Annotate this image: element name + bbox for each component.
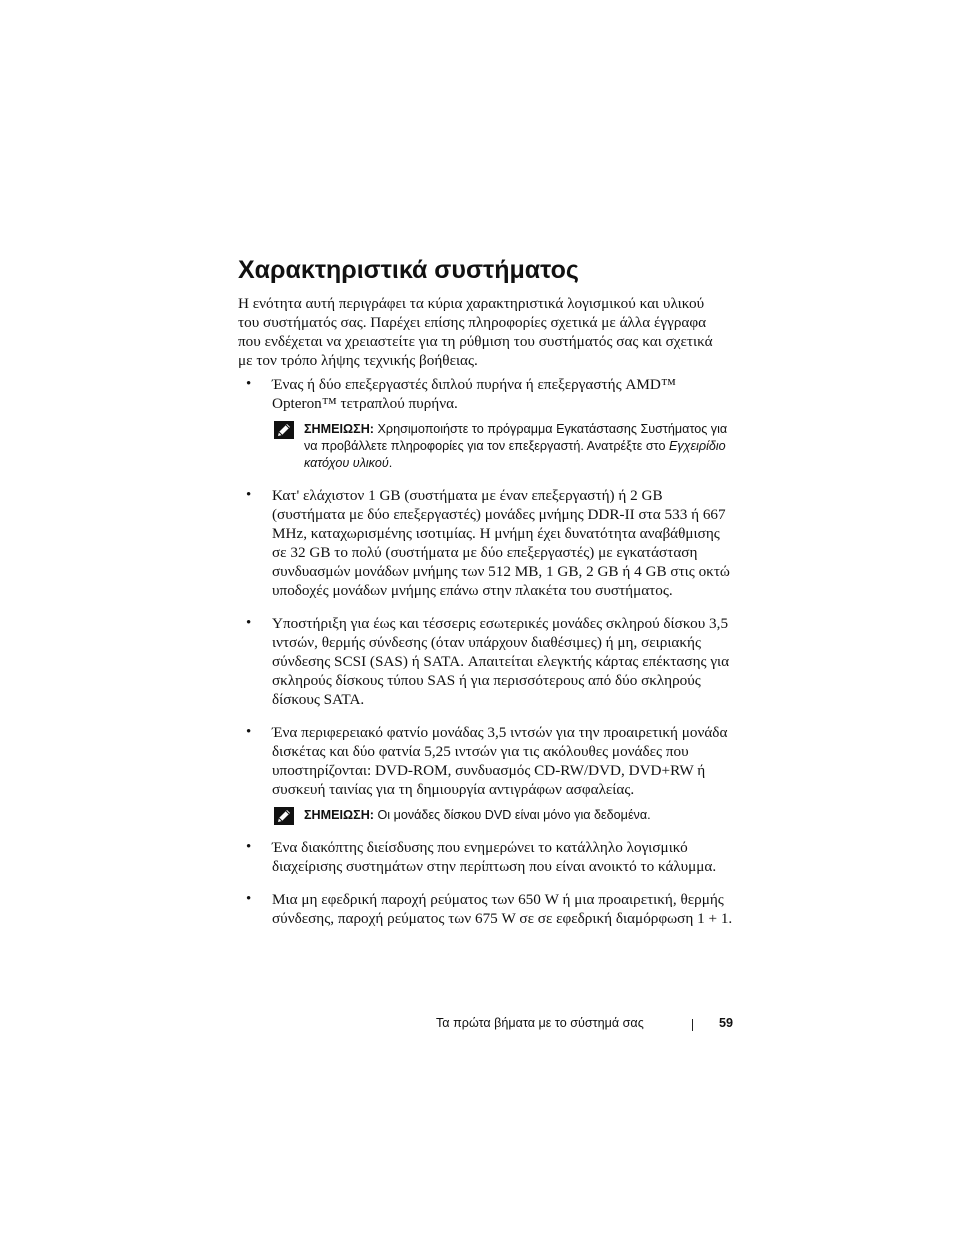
bullet-icon: • bbox=[246, 891, 252, 907]
list-item-power-supply bbox=[238, 890, 738, 928]
note-end: . bbox=[388, 456, 393, 470]
page-number: 59 bbox=[719, 1016, 734, 1030]
list-item-text: Ένας ή δύο επεξεργαστές διπλού πυρήνα ή επεξεργαστής AMD™ Opteron™ τετραπλού πυρήνα. bbox=[272, 376, 676, 412]
note-reference-title: Εγχειρίδιο κατόχου υλικού bbox=[304, 439, 726, 470]
note-pencil-icon bbox=[274, 807, 294, 825]
section-heading: Χαρακτηριστικά συστήματος bbox=[238, 256, 579, 284]
list-item-text: Μια μη εφεδρική παροχή ρεύματος των 650 W ή μια προαιρετική, θερμής σύνδεσης, παροχή ρεύματος των 675 W σε σε εφεδρική διαμόρφωση 1 + 1. bbox=[272, 891, 733, 927]
list-item-processors bbox=[238, 375, 738, 472]
list-item-hard-drives bbox=[238, 614, 738, 709]
note-label: ΣΗΜΕΙΩΣΗ: bbox=[304, 422, 374, 436]
bullet-icon: • bbox=[246, 724, 252, 740]
list-item-text: Ένα περιφερειακό φατνίο μονάδας 3,5 ιντσών για την προαιρετική μονάδα δισκέτας και δύο φατνία 5,25 ιντσών για τις ακόλουθες μονάδες που υποστηρίζονται: DVD-ROM, συνδυασμός CD-RW/DVD, DVD+RW ή συσκευή ταινίας για τη δημιουργία αντιγράφων ασφαλείας. bbox=[272, 724, 728, 798]
note-text: Οι μονάδες δίσκου DVD είναι μόνο για δεδομένα. bbox=[374, 808, 651, 822]
note-dvd bbox=[272, 807, 738, 824]
bullet-icon: • bbox=[246, 839, 252, 855]
footer-section-title: Τα πρώτα βήματα με το σύστημά σας bbox=[436, 1016, 644, 1030]
bullet-icon: • bbox=[246, 615, 252, 631]
list-item-text: Κατ' ελάχιστον 1 GB (συστήματα με έναν επεξεργαστή) ή 2 GB (συστήματα με δύο επεξεργαστές) μονάδες μνήμης DDR-II στα 533 ή 667 MHz, καταχωρισμένης ισοτιμίας. Η μνήμη έχει δυνατότητα αναβάθμισης σε 32 GB το πολύ (συστήματα με δύο επεξεργαστές) με εγκατάσταση συνδυασμών μονάδων μνήμης των 512 MB, 1 GB, 2 GB ή 4 GB στις οκτώ υποδοχές μονάδων μνήμης επάνω στην πλακέτα του συστήματος. bbox=[272, 487, 730, 599]
note-label: ΣΗΜΕΙΩΣΗ: bbox=[304, 808, 374, 822]
footer-divider bbox=[692, 1019, 693, 1031]
list-item-text: Υποστήριξη για έως και τέσσερις εσωτερικές μονάδες σκληρού δίσκου 3,5 ιντσών, θερμής σύνδεσης (όταν υπάρχουν διαθέσιμες) ή μη, σειριακής σύνδεσης SCSI (SAS) ή SATA. Απαιτείται ελεγκτής κάρτας επέκτασης για σκληρούς δίσκους τύπου SAS ή για περισσότερους από δύο σκληρούς δίσκους SATA. bbox=[272, 615, 730, 708]
intro-paragraph: Η ενότητα αυτή περιγράφει τα κύρια χαρακτηριστικά λογισμικού και υλικού του συστήματός σας. Παρέχει επίσης πληροφορίες σχετικά με άλλα έγγραφα που ενδέχεται να χρειαστείτε για τη ρύθμιση του συστήματός σας και σχετικά με τον τρόπο λήψης τεχνικής βοήθειας. bbox=[238, 295, 713, 369]
list-item-memory bbox=[238, 486, 738, 600]
feature-list bbox=[238, 375, 738, 942]
bullet-icon: • bbox=[246, 487, 252, 503]
list-item-drive-bays bbox=[238, 723, 738, 824]
note-text: Χρησιμοποιήστε το πρόγραμμα Εγκατάστασης Συστήματος για να προβάλλετε πληροφορίες για τον επεξεργαστή. Ανατρέξτε στο bbox=[304, 422, 728, 453]
bullet-icon: • bbox=[246, 376, 252, 392]
list-item-intrusion-switch bbox=[238, 838, 738, 876]
note-pencil-icon bbox=[274, 421, 294, 439]
list-item-text: Ένα διακόπτης διείσδυσης που ενημερώνει το κατάλληλο λογισμικό διαχείρισης συστημάτων στην περίπτωση που είναι ανοικτό το κάλυμμα. bbox=[272, 839, 717, 875]
note-processors bbox=[272, 421, 738, 472]
